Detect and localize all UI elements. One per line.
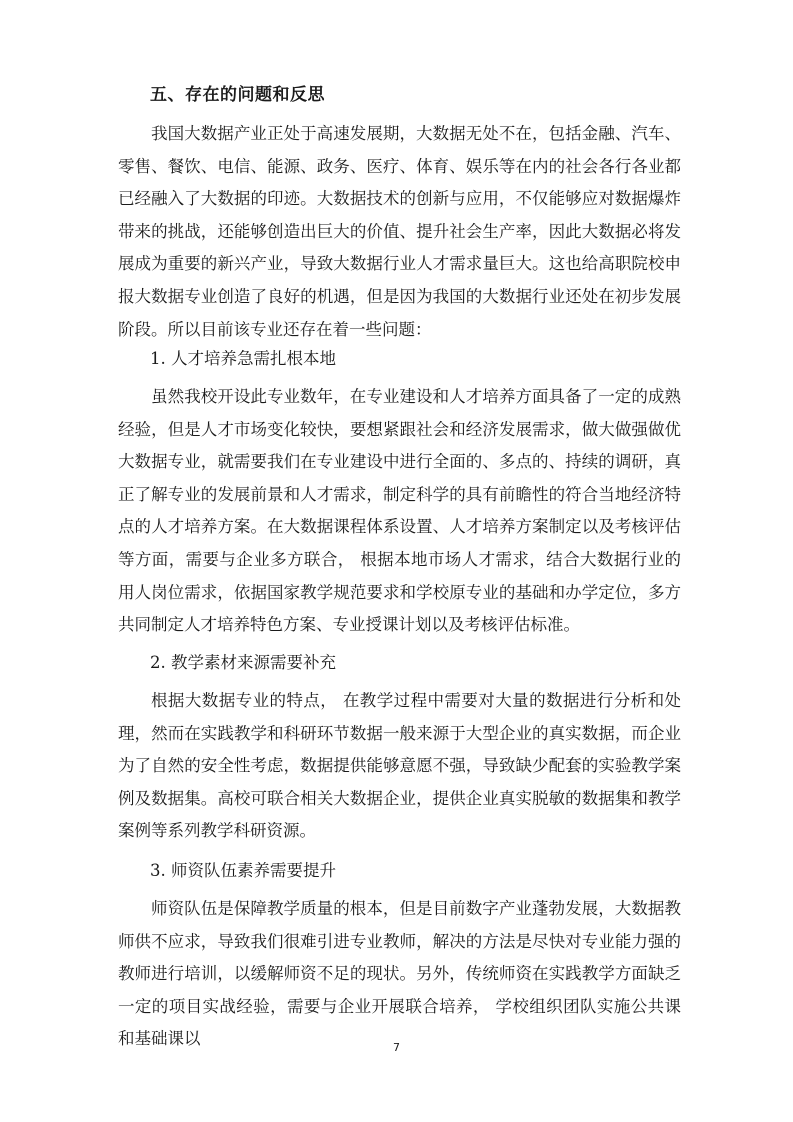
paragraph-talent-cultivation: 虽然我校开设此专业数年，在专业建设和人才培养方面具备了一定的成熟经验，但是人才市场变化较快，要想紧跟社会和经济发展需求，做大做强做优大数据专业，就需要我们在专业建设中进行全面的、多点的、持续的调研，真正了解专业的发展前景和人才需求，制定科学的具有前瞻性的符合当地经济特点的人才培养方案。在大数据课程体系设置、人才培养方案制定以及考核评估等方面，需要与企业多方联合， 根据本地市场人才需求，结合大数据行业的用人岗位需求，依据国家教学规范要求和学校原专业的基础和办学定位，多方共同制定人才培养特色方案、专业授课计划以及考核评估标准。: [118, 387, 681, 635]
paragraph-teaching-materials: 根据大数据专业的特点， 在教学过程中需要对大量的数据进行分析和处理，然而在实践教学和科研环节数据一般来源于大型企业的真实数据，而企业为了自然的安全性考虑，数据提供能够意愿不强，导致缺少配套的实验教学案例及数据集。高校可联合相关大数据企业，提供企业真实脱敏的数据集和教学案例等系列教学科研资源。: [118, 691, 681, 841]
section-heading: 五、存在的问题和反思: [150, 85, 325, 105]
subheading-teaching-materials: 2. 教学素材来源需要补充: [150, 653, 336, 672]
subheading-talent-cultivation: 1. 人才培养急需扎根本地: [150, 349, 336, 368]
page-number: 7: [393, 1041, 400, 1054]
paragraph-faculty-quality: 师资队伍是保障教学质量的根本，但是目前数字产业蓬勃发展，大数据教师供不应求，导致我们很难引进专业教师，解决的方法是尽快对专业能力强的教师进行培训，以缓解师资不足的现状。另外，传统师资在实践教学方面缺乏一定的项目实战经验，需要与企业开展联合培养， 学校组织团队实施公共课和基础课以: [118, 899, 681, 1049]
subheading-faculty-quality: 3. 师资队伍素养需要提升: [150, 861, 336, 880]
intro-paragraph: 我国大数据产业正处于高速发展期，大数据无处不在，包括金融、汽车、零售、餐饮、电信、能源、政务、医疗、体育、娱乐等在内的社会各行各业都已经融入了大数据的印迹。大数据技术的创新与应用，不仅能够应对数据爆炸带来的挑战，还能够创造出巨大的价值、提升社会生产率，因此大数据必将发展成为重要的新兴产业，导致大数据行业人才需求量巨大。这也给高职院校申报大数据专业创造了良好的机遇，但是因为我国的大数据行业还处在初步发展阶段。所以目前该专业还存在着一些问题：: [118, 124, 681, 339]
